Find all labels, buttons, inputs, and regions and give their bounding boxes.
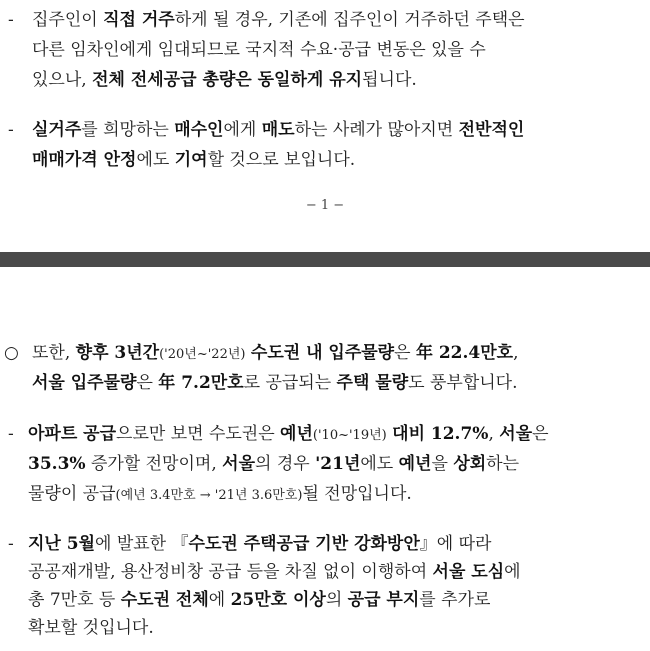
text-line [32, 38, 632, 62]
text-run: 집주인이 [32, 10, 104, 30]
text-run: 또한, [32, 343, 76, 363]
bold-text-run: 향후 3년간 [75, 343, 160, 363]
text-run: 은 [136, 373, 159, 393]
dash-marker: - [8, 424, 14, 444]
text-run: 하는 사례가 많아지면 [294, 120, 459, 140]
text-run: 다른 임차인에게 임대되므로 국지적 수요·공급 변동은 있을 수 [32, 40, 486, 60]
bold-text-run: 전체 전세공급 총량은 동일하게 유지 [92, 70, 363, 90]
bold-text-run: 아파트 공급 [28, 424, 117, 444]
text-run: 의 [325, 590, 348, 610]
text-run: 할 것으로 보입니다. [207, 150, 356, 170]
bold-text-run: 예년 [398, 454, 432, 474]
text-run: 공공재개발, 용산정비창 공급 등을 차질 없이 이행하여 [28, 562, 433, 582]
text-run: 에 발표한 『 [95, 534, 189, 554]
bold-text-run: 서울 도심 [432, 562, 505, 582]
text-line [28, 422, 634, 448]
bold-text-run: 지난 5월 [28, 534, 96, 554]
bold-text-run: 수도권 내 입주물량 [250, 343, 395, 363]
text-run: 에도 [136, 150, 175, 170]
document-page-2 [0, 267, 650, 651]
text-line [32, 148, 632, 172]
dash-marker: - [8, 10, 14, 30]
text-line [32, 8, 632, 32]
text-run: 있으나, [32, 70, 93, 90]
text-run: 으로만 보면 수도권은 [116, 424, 281, 444]
text-run: 하는 [486, 454, 520, 474]
text-run: 에게 [223, 120, 262, 140]
text-run: 에 [504, 562, 521, 582]
bold-text-run: 대비 12.7% [392, 424, 489, 444]
text-run: 확보할 것입니다. [28, 618, 154, 638]
bold-text-run: 수도권 주택공급 기반 강화방안 [188, 534, 420, 554]
bold-text-run: 상회 [453, 454, 487, 474]
bold-text-run: 서울 [222, 454, 255, 474]
text-run: 를 희망하는 [81, 120, 175, 140]
text-run: 로 공급되는 [243, 373, 337, 393]
text-run: 총 7만호 등 [28, 590, 121, 610]
bold-text-run: 年 22.4만호 [415, 343, 514, 363]
page-divider [0, 252, 650, 267]
bold-text-run: 실거주 [32, 120, 82, 140]
text-run: 에 [208, 590, 231, 610]
text-run: 은 [394, 343, 416, 363]
bold-text-run: 25만호 이상 [230, 590, 326, 610]
bold-text-run: 서울 입주물량 [32, 373, 137, 393]
text-line [28, 482, 634, 508]
text-run: (예년 3.4만호 → '21년 3.6만호) [115, 488, 303, 503]
text-run: 증가할 전망이며, [85, 454, 223, 474]
text-line [28, 452, 634, 476]
bold-text-run: 매도 [261, 120, 295, 140]
page-number: − 1 − [305, 198, 345, 213]
bold-text-run: 공급 부지 [347, 590, 420, 610]
text-run: , [513, 343, 519, 363]
text-run: ('20년~'22년) [159, 347, 246, 362]
text-run: 됩니다. [362, 70, 417, 90]
document-page-1 [0, 0, 650, 252]
text-run: 하게 될 경우, 기존에 집주인이 거주하던 주택은 [174, 10, 525, 30]
text-line [32, 118, 632, 142]
text-line [28, 532, 634, 556]
text-line [32, 371, 632, 395]
bold-text-run: 서울 [499, 424, 533, 444]
bold-text-run: 매매가격 안정 [32, 150, 137, 170]
text-line [28, 588, 634, 612]
text-run: ('10~'19년) [312, 428, 387, 443]
text-line [28, 616, 634, 640]
text-line [28, 560, 634, 584]
text-run: 을 [431, 454, 454, 474]
bold-text-run: 예년 [280, 424, 313, 444]
bold-text-run: 수도권 전체 [120, 590, 209, 610]
text-run: 될 전망입니다. [302, 484, 412, 504]
text-run: 』에 따라 [419, 534, 492, 554]
bold-text-run: 35.3% [28, 454, 86, 474]
circle-marker: ○ [4, 343, 19, 363]
bold-text-run: 기여 [174, 150, 208, 170]
text-run: 도 풍부합니다. [408, 373, 518, 393]
dash-marker: - [8, 120, 14, 140]
text-run: 를 추가로 [419, 590, 491, 610]
text-run: 물량이 공급 [28, 484, 116, 504]
text-run: , [488, 424, 500, 444]
bold-text-run: '21년 [315, 454, 361, 474]
text-run: 은 [532, 424, 549, 444]
bold-text-run: 매수인 [174, 120, 224, 140]
text-run: 의 경우 [255, 454, 316, 474]
dash-marker: - [8, 534, 14, 554]
text-line [32, 341, 632, 367]
bold-text-run: 직접 거주 [103, 10, 175, 30]
text-line [32, 68, 632, 92]
bold-text-run: 전반적인 [458, 120, 525, 140]
bold-text-run: 年 7.2만호 [158, 373, 244, 393]
bold-text-run: 주택 물량 [336, 373, 409, 393]
text-run: 에도 [360, 454, 399, 474]
